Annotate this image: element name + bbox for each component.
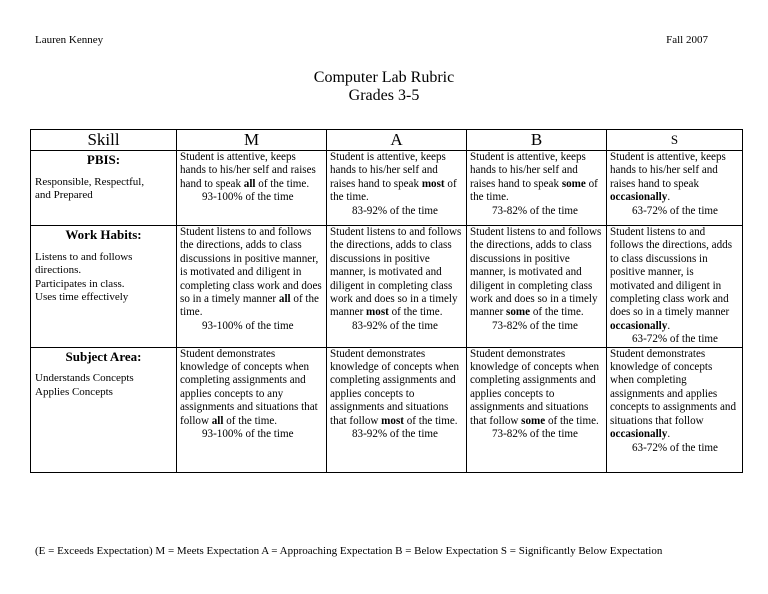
descriptor-text-end: of the time. — [388, 306, 443, 319]
skill-detail-line: and Prepared — [35, 189, 93, 201]
descriptor-text-end: of the time. — [403, 414, 458, 427]
skill-name: PBIS: — [86, 152, 121, 167]
descriptor-text-start: Student is attentive, keeps hands to his/her self and raises hand to speak — [470, 151, 586, 190]
column-header-s: S — [607, 130, 743, 151]
descriptor-text — [330, 226, 463, 320]
column-header-b: B — [467, 130, 607, 151]
descriptor-text-start: Student is attentive, keeps hands to his/her self and raises hand to speak — [330, 151, 446, 190]
frequency-word: occasionally — [610, 319, 668, 332]
descriptor-text-start: Student demonstrates knowledge of concepts when completing assignments and applies concepts to assignments and situations that follow — [610, 347, 737, 427]
skill-detail-line: Uses time effectively — [35, 291, 129, 303]
percentage-range: 73-82% of the time — [492, 204, 578, 217]
descriptor-text-start: Student is attentive, keeps hands to his/her self and raises hand to speak — [180, 151, 316, 190]
title-line-2: Grades 3-5 — [348, 87, 420, 104]
descriptor-text-end: of the time. — [223, 414, 278, 427]
descriptor-cell-m — [177, 226, 327, 348]
descriptor-text — [180, 348, 323, 428]
table-row — [31, 347, 743, 472]
skill-detail-line: Listens to and follows — [35, 250, 133, 263]
percentage-range: 83-92% of the time — [352, 428, 438, 441]
frequency-word: occasionally — [610, 191, 668, 204]
percentage-range: 73-82% of the time — [492, 428, 578, 441]
table-row — [31, 226, 743, 348]
percentage-range: 83-92% of the time — [352, 319, 438, 332]
percentage-range: 83-92% of the time — [352, 204, 438, 217]
percentage-range: 93-100% of the time — [202, 428, 294, 441]
descriptor-text-start: Student demonstrates knowledge of concepts when completing assignments and applies concepts to assignments and situations that follow — [330, 347, 460, 427]
title-line-1: Computer Lab Rubric — [313, 69, 455, 86]
percentage-range: 93-100% of the time — [202, 191, 294, 204]
legend: (E = Exceeds Expectation) M = Meets Expectation A = Approaching Expectation B = Below Expectation S = Significantly Below Expectation — [35, 545, 663, 557]
column-header-a: A — [327, 130, 467, 151]
frequency-word: most — [366, 306, 389, 319]
frequency-word: some — [561, 177, 586, 190]
descriptor-text — [330, 151, 463, 205]
frequency-word: all — [278, 293, 291, 306]
descriptor-cell-a — [327, 347, 467, 472]
skill-description — [35, 372, 172, 399]
skill-description — [35, 176, 172, 203]
descriptor-text-start: Student demonstrates knowledge of concepts when completing assignments and applies concepts to any assignments and situations that follow — [180, 347, 318, 427]
descriptor-text-start: Student listens to and follows the directions, adds to class discussions in positive manner, is motivated and diligent in completing class work and does so in a timely manner — [470, 226, 602, 319]
descriptor-cell-s — [607, 151, 743, 226]
frequency-word: occasionally — [610, 428, 668, 441]
skill-detail-line: Responsible, Respectful, — [35, 175, 145, 188]
column-header-skill: Skill — [31, 130, 177, 151]
percentage-range: 63-72% of the time — [632, 204, 718, 217]
skill-cell — [31, 226, 177, 348]
rubric-table — [30, 129, 743, 473]
descriptor-text — [470, 348, 603, 428]
descriptor-cell-m — [177, 347, 327, 472]
skill-detail-line: directions. — [35, 264, 82, 276]
descriptor-text-start: Student listens to and follows the directions, adds to class discussions in positive manner, is motivated and diligent in completing class work and does so in a timely manner — [330, 226, 462, 319]
descriptor-text-end: of the time. — [530, 306, 584, 319]
skill-name: Work Habits: — [65, 227, 142, 242]
descriptor-cell-b — [467, 226, 607, 348]
descriptor-text-end: of the time. — [255, 177, 310, 190]
skill-name: Subject Area: — [65, 348, 142, 364]
header-row — [31, 130, 743, 151]
table-row — [31, 151, 743, 226]
term-label: Fall 2007 — [666, 34, 708, 46]
descriptor-text-start: Student listens to and follows the directions, adds to class discussions in positive manner, is motivated and diligent in completing class work and does so in a timely manner — [180, 226, 322, 306]
descriptor-cell-b — [467, 347, 607, 472]
skill-detail-line: Participates in class. — [35, 277, 125, 290]
descriptor-text — [610, 226, 739, 333]
descriptor-text — [470, 226, 603, 320]
descriptor-text-start: Student listens to and follows the directions, adds to class discussions in positive manner, is motivated and diligent in completing class work and does so in a timely manner — [610, 226, 733, 319]
frequency-word: some — [506, 306, 531, 319]
descriptor-text — [610, 348, 739, 442]
percentage-range: 93-100% of the time — [202, 319, 294, 332]
column-header-m: M — [177, 130, 327, 151]
descriptor-text — [470, 151, 603, 205]
descriptor-text-start: Student is attentive, keeps hands to his/her self and raises hand to speak — [610, 151, 726, 190]
frequency-word: most — [381, 414, 404, 427]
percentage-range: 63-72% of the time — [632, 441, 718, 454]
descriptor-text-end: . — [667, 191, 671, 204]
descriptor-text — [330, 348, 463, 428]
frequency-word: most — [421, 177, 445, 190]
descriptor-cell-s — [607, 347, 743, 472]
descriptor-text-end: . — [667, 319, 671, 332]
descriptor-text-end: of the time. — [180, 293, 319, 319]
frequency-word: some — [521, 414, 546, 427]
percentage-range: 63-72% of the time — [632, 333, 718, 346]
percentage-range: 73-82% of the time — [492, 319, 578, 332]
skill-cell — [31, 151, 177, 226]
skill-detail-line: Applies Concepts — [35, 385, 113, 398]
descriptor-cell-s — [607, 226, 743, 348]
descriptor-text-start: Student demonstrates knowledge of concepts when completing assignments and applies concepts to assignments and situations that follow — [470, 347, 600, 427]
descriptor-text — [610, 151, 739, 205]
descriptor-cell-b — [467, 151, 607, 226]
descriptor-cell-m — [177, 151, 327, 226]
descriptor-text-end: of the time. — [545, 414, 599, 427]
frequency-word: all — [211, 414, 224, 427]
descriptor-text-end: of the time. — [470, 177, 598, 204]
descriptor-cell-a — [327, 226, 467, 348]
frequency-word: all — [243, 177, 256, 190]
descriptor-text-end: . — [667, 428, 671, 441]
document-title — [0, 69, 768, 105]
skill-description — [35, 251, 172, 305]
skill-cell — [31, 347, 177, 472]
descriptor-text — [180, 151, 323, 191]
descriptor-cell-a — [327, 151, 467, 226]
descriptor-text-end: of the time. — [330, 177, 457, 204]
descriptor-text — [180, 226, 323, 320]
author-name: Lauren Kenney — [35, 34, 104, 46]
skill-detail-line: Understands Concepts — [35, 372, 134, 385]
